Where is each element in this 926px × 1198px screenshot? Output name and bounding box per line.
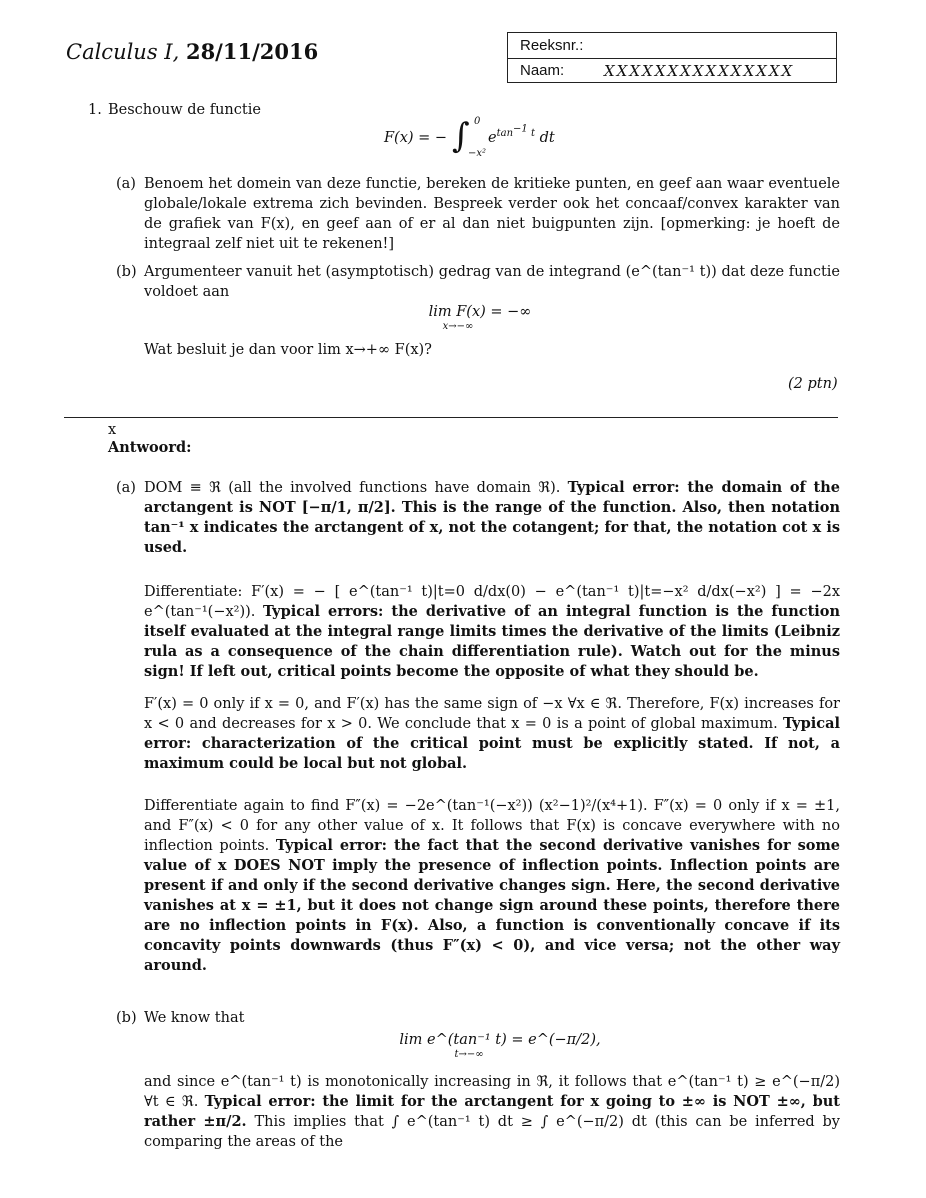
formula-lower: −x²: [468, 148, 487, 159]
answer-a-p2-formula: Differentiate: F′(x) = − [ e^(tan⁻¹ t)|t=0 d/dx(0) − e^(tan⁻¹ t)|t=−x² d/dx(−x²) ] = −2x e^(tan⁻¹(−x²)).: [144, 584, 840, 620]
answer-b-limit-expr: lim e^(tan⁻¹ t) = e^(−π/2),: [399, 1032, 601, 1048]
answer-b-p1-bold: Typical error: the limit for the arctangent for x going to ±∞ is NOT ±∞, but rather ±π/2.: [144, 1093, 840, 1130]
question-number: 1.: [88, 102, 102, 118]
formula-lhs: F(x) = −: [384, 130, 448, 146]
answer-a-p4: [144, 796, 840, 976]
part-a-text: Benoem het domein van deze functie, bereken de kritieke punten, en geef aan waar eventuele globale/lokale extrema zich bevinden. Bespreek verder ook het concaaf/convex karakter van de grafiek van F(x), en geef aan of er al dan niet buigpunten zijn. [opmerking: je hoeft de integraal zelf niet uit te rekenen!]: [144, 176, 840, 252]
points-label: (2 ptn): [788, 376, 838, 392]
answer-b-limit: [390, 1030, 610, 1060]
part-b-text: Argumenteer vanuit het (asymptotisch) gedrag van de integrand (e^(tan⁻¹ t)) dat deze functie voldoet aan: [144, 264, 840, 300]
answer-b-limit-sub: t→−∞: [454, 1049, 484, 1060]
answer-a-p1-normal: DOM ≡ ℜ (all the involved functions have domain ℜ).: [144, 480, 561, 496]
naam-value: XXXXXXXXXXXXXXX: [604, 62, 795, 80]
answer-a-p2-bold: Typical errors: the derivative of an integral function is the function itself evaluated at the integral range limits times the derivative of the limits (Leibniz rula as a consequence of the chain differentiation rule). Watch out for the minus sign! If left out, critical points become the opposite of what they should be.: [144, 603, 841, 680]
exam-date: 28/11/2016: [185, 39, 319, 64]
question-formula: [384, 118, 584, 162]
part-a-label: (a): [116, 176, 136, 192]
course-name: Calculus I,: [66, 40, 180, 64]
answer-b-intro: We know that: [144, 1010, 245, 1026]
integral-sign: ∫: [452, 116, 470, 156]
part-b-label: (b): [116, 264, 137, 280]
answer-a-p4-formula: Differentiate again to find F″(x) = −2e^(tan⁻¹(−x²)) (x²−1)²/(x⁴+1).: [144, 798, 648, 814]
answer-b-p1-normal: and since e^(tan⁻¹ t) is monotonically increasing in ℜ, it follows that e^(tan⁻¹ t) ≥ e^(−π/2) ∀t ∈ ℜ.: [144, 1074, 840, 1110]
answer-a-p3: [144, 694, 840, 774]
part-b-limit: [400, 302, 560, 332]
answer-b-p1: [144, 1072, 840, 1152]
naam-label: Naam:: [520, 62, 565, 79]
answer-b-label: (b): [116, 1010, 137, 1026]
answer-a-p4-normal: F″(x) = 0 only if x = ±1, and F″(x) < 0 for any other value of x. It follows that F(x) is concave everywhere with no inflection points.: [144, 798, 841, 854]
formula-upper: 0: [474, 116, 481, 127]
divider: [64, 417, 838, 418]
part-b-question: Wat besluit je dan voor lim x→+∞ F(x)?: [144, 342, 432, 358]
formula-integrand: $e^{tan^{-1} t}$ dt: [488, 123, 555, 146]
part-b-limit-sub: x→−∞: [442, 321, 474, 332]
answer-a-label: (a): [116, 480, 136, 496]
student-info-box: [507, 32, 837, 83]
question-intro: Beschouw de functie: [108, 102, 261, 118]
answer-a-p2: [144, 582, 840, 682]
part-b-limit-expr: lim F(x) = −∞: [428, 304, 532, 320]
answer-a-p1: [144, 478, 840, 558]
reeksnr-label: Reeksnr.:: [520, 37, 584, 54]
answer-title: Antwoord:: [108, 439, 192, 456]
reeksnr-row: [508, 33, 836, 59]
answer-a-p3-bold: Typical error: characterization of the critical point must be explicitly stated. If not, a maximum could be local but not global.: [144, 715, 840, 772]
answer-a-p1-bold: Typical error: the domain of the arctangent is NOT [−π/1, π/2]. This is the range of the function. Also, then notation tan⁻¹ x indicates the arctangent of x, not the cotangent; for that, the notation cot x is used.: [144, 479, 840, 556]
answer-marker: x: [108, 422, 117, 438]
exam-title: [66, 39, 319, 64]
answer-b-p1-tail: This implies that ∫ e^(tan⁻¹ t) dt ≥ ∫ e^(−π/2) dt (this can be inferred by comparing the areas of the: [144, 1114, 840, 1150]
answer-a-p4-bold: Typical error: the fact that the second derivative vanishes for some value of x DOES NOT imply the presence of inflection points. Inflection points are present if and only if the second derivative changes sign. Here, the second derivative vanishes at x = ±1, but it does not change sign around these points, therefore there are no inflection points in F(x). Also, a function is conventionally concave if its concavity points downwards (thus F″(x) < 0), and vice versa; not the other way around.: [144, 837, 841, 974]
answer-a-p3-normal: F′(x) = 0 only if x = 0, and F′(x) has the same sign of −x ∀x ∈ ℜ. Therefore, F(x) increases for x < 0 and decreases for x > 0. We conclude that x = 0 is a point of global maximum.: [144, 696, 840, 732]
